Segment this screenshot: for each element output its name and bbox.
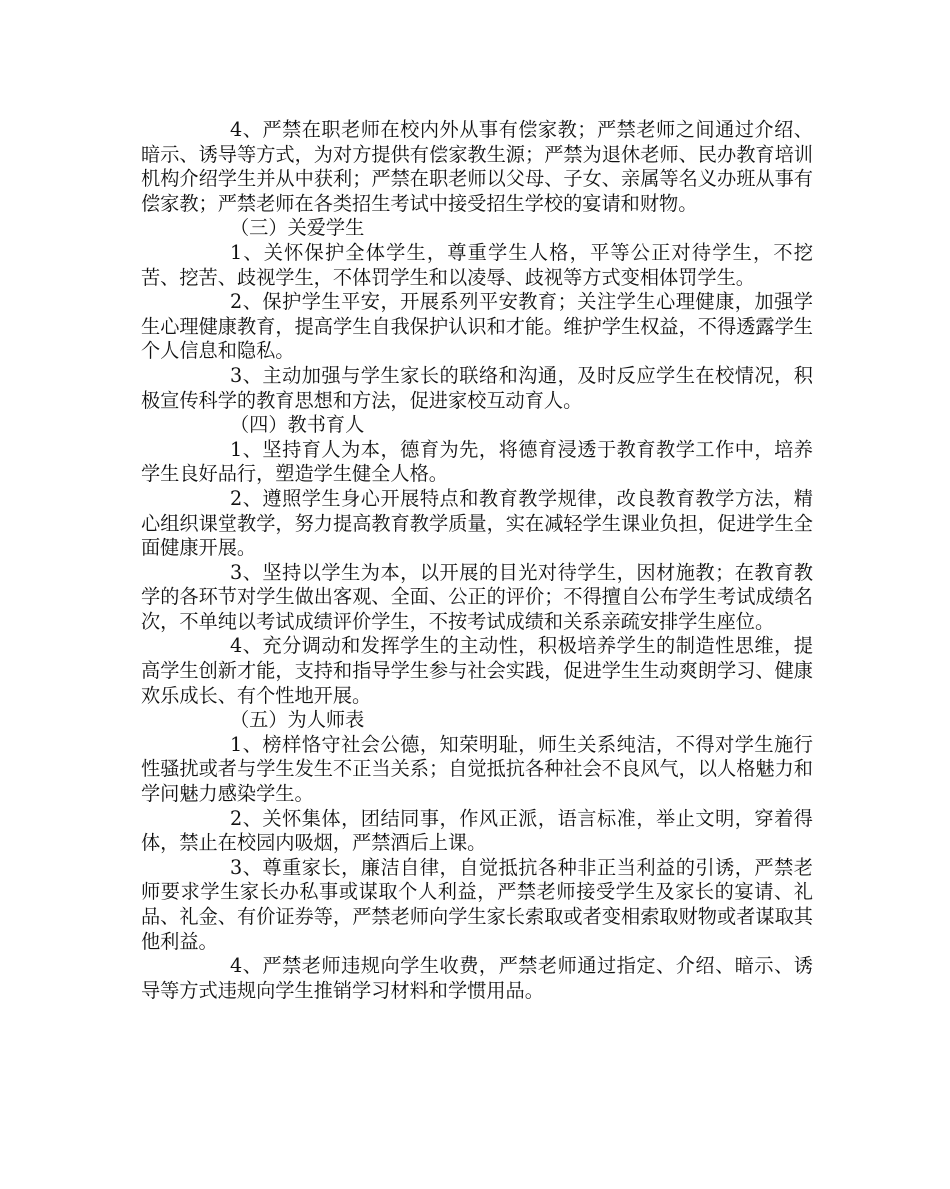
paragraph-item: 3、尊重家长，廉洁自律，自觉抵抗各种非正当利益的引诱，严禁老师要求学生家长办私事或谋取个人利益，严禁老师接受学生及家长的宴请、礼品、礼金、有价证券等，严禁老师向学生家长索取或者变相索取财物或者谋取其他利益。 (141, 855, 813, 953)
paragraph-item: 2、关怀集体，团结同事，作风正派，语言标准，举止文明，穿着得体，禁止在校园内吸烟，严禁酒后上课。 (141, 806, 813, 855)
paragraph-item: 4、严禁在职老师在校内外从事有偿家教；严禁老师之间通过介绍、暗示、诱导等方式，为对方提供有偿家教生源；严禁为退休老师、民办教育培训机构介绍学生并从中获利；严禁在职老师以父母、子女、亲属等名义办班从事有偿家教；严禁老师在各类招生考试中接受招生学校的宴请和财物。 (141, 118, 813, 215)
paragraph-item: 1、关怀保护全体学生，尊重学生人格，平等公正对待学生，不挖苦、挖苦、歧视学生，不体罚学生和以凌辱、歧视等方式变相体罚学生。 (141, 240, 813, 289)
paragraph-item: 2、遵照学生身心开展特点和教育教学规律，改良教育教学方法，精心组织课堂教学，努力提高教育教学质量，实在减轻学生课业负担，促进学生全面健康开展。 (141, 486, 813, 560)
paragraph-item: 4、充分调动和发挥学生的主动性，积极培养学生的制造性思维，提高学生创新才能，支持和指导学生参与社会实践，促进学生生动爽朗学习、健康欢乐成长、有个性地开展。 (141, 634, 813, 707)
paragraph-item: 1、榜样恪守社会公德，知荣明耻，师生关系纯洁，不得对学生施行性骚扰或者与学生发生不正当关系；自觉抵抗各种社会不良风气，以人格魅力和学问魅力感染学生。 (141, 732, 813, 806)
paragraph-item: 1、坚持育人为本，德育为先，将德育浸透于教育教学工作中，培养学生良好品行，塑造学生健全人格。 (141, 437, 813, 486)
paragraph-item: 4、严禁老师违规向学生收费，严禁老师通过指定、介绍、暗示、诱导等方式违规向学生推销学习材料和学惯用品。 (141, 954, 813, 1002)
section-heading: （三）关爱学生 (230, 216, 365, 240)
paragraph-item: 3、主动加强与学生家长的联络和沟通，及时反应学生在校情况，积极宣传科学的教育思想和方法，促进家校互动育人。 (141, 363, 813, 412)
section-heading: （四）教书育人 (230, 413, 365, 437)
document-body (141, 118, 813, 1003)
paragraph-item: 2、保护学生平安，开展系列平安教育；关注学生心理健康，加强学生心理健康教育，提高学生自我保护认识和才能。维护学生权益，不得透露学生个人信息和隐私。 (141, 290, 813, 363)
paragraph-item: 3、坚持以学生为本，以开展的目光对待学生，因材施教；在教育教学的各环节对学生做出客观、全面、公正的评价；不得擅自公布学生考试成绩名次，不单纯以考试成绩评价学生，不按考试成绩和关系亲疏安排学生座位。 (141, 560, 813, 633)
section-heading: （五）为人师表 (230, 708, 365, 732)
